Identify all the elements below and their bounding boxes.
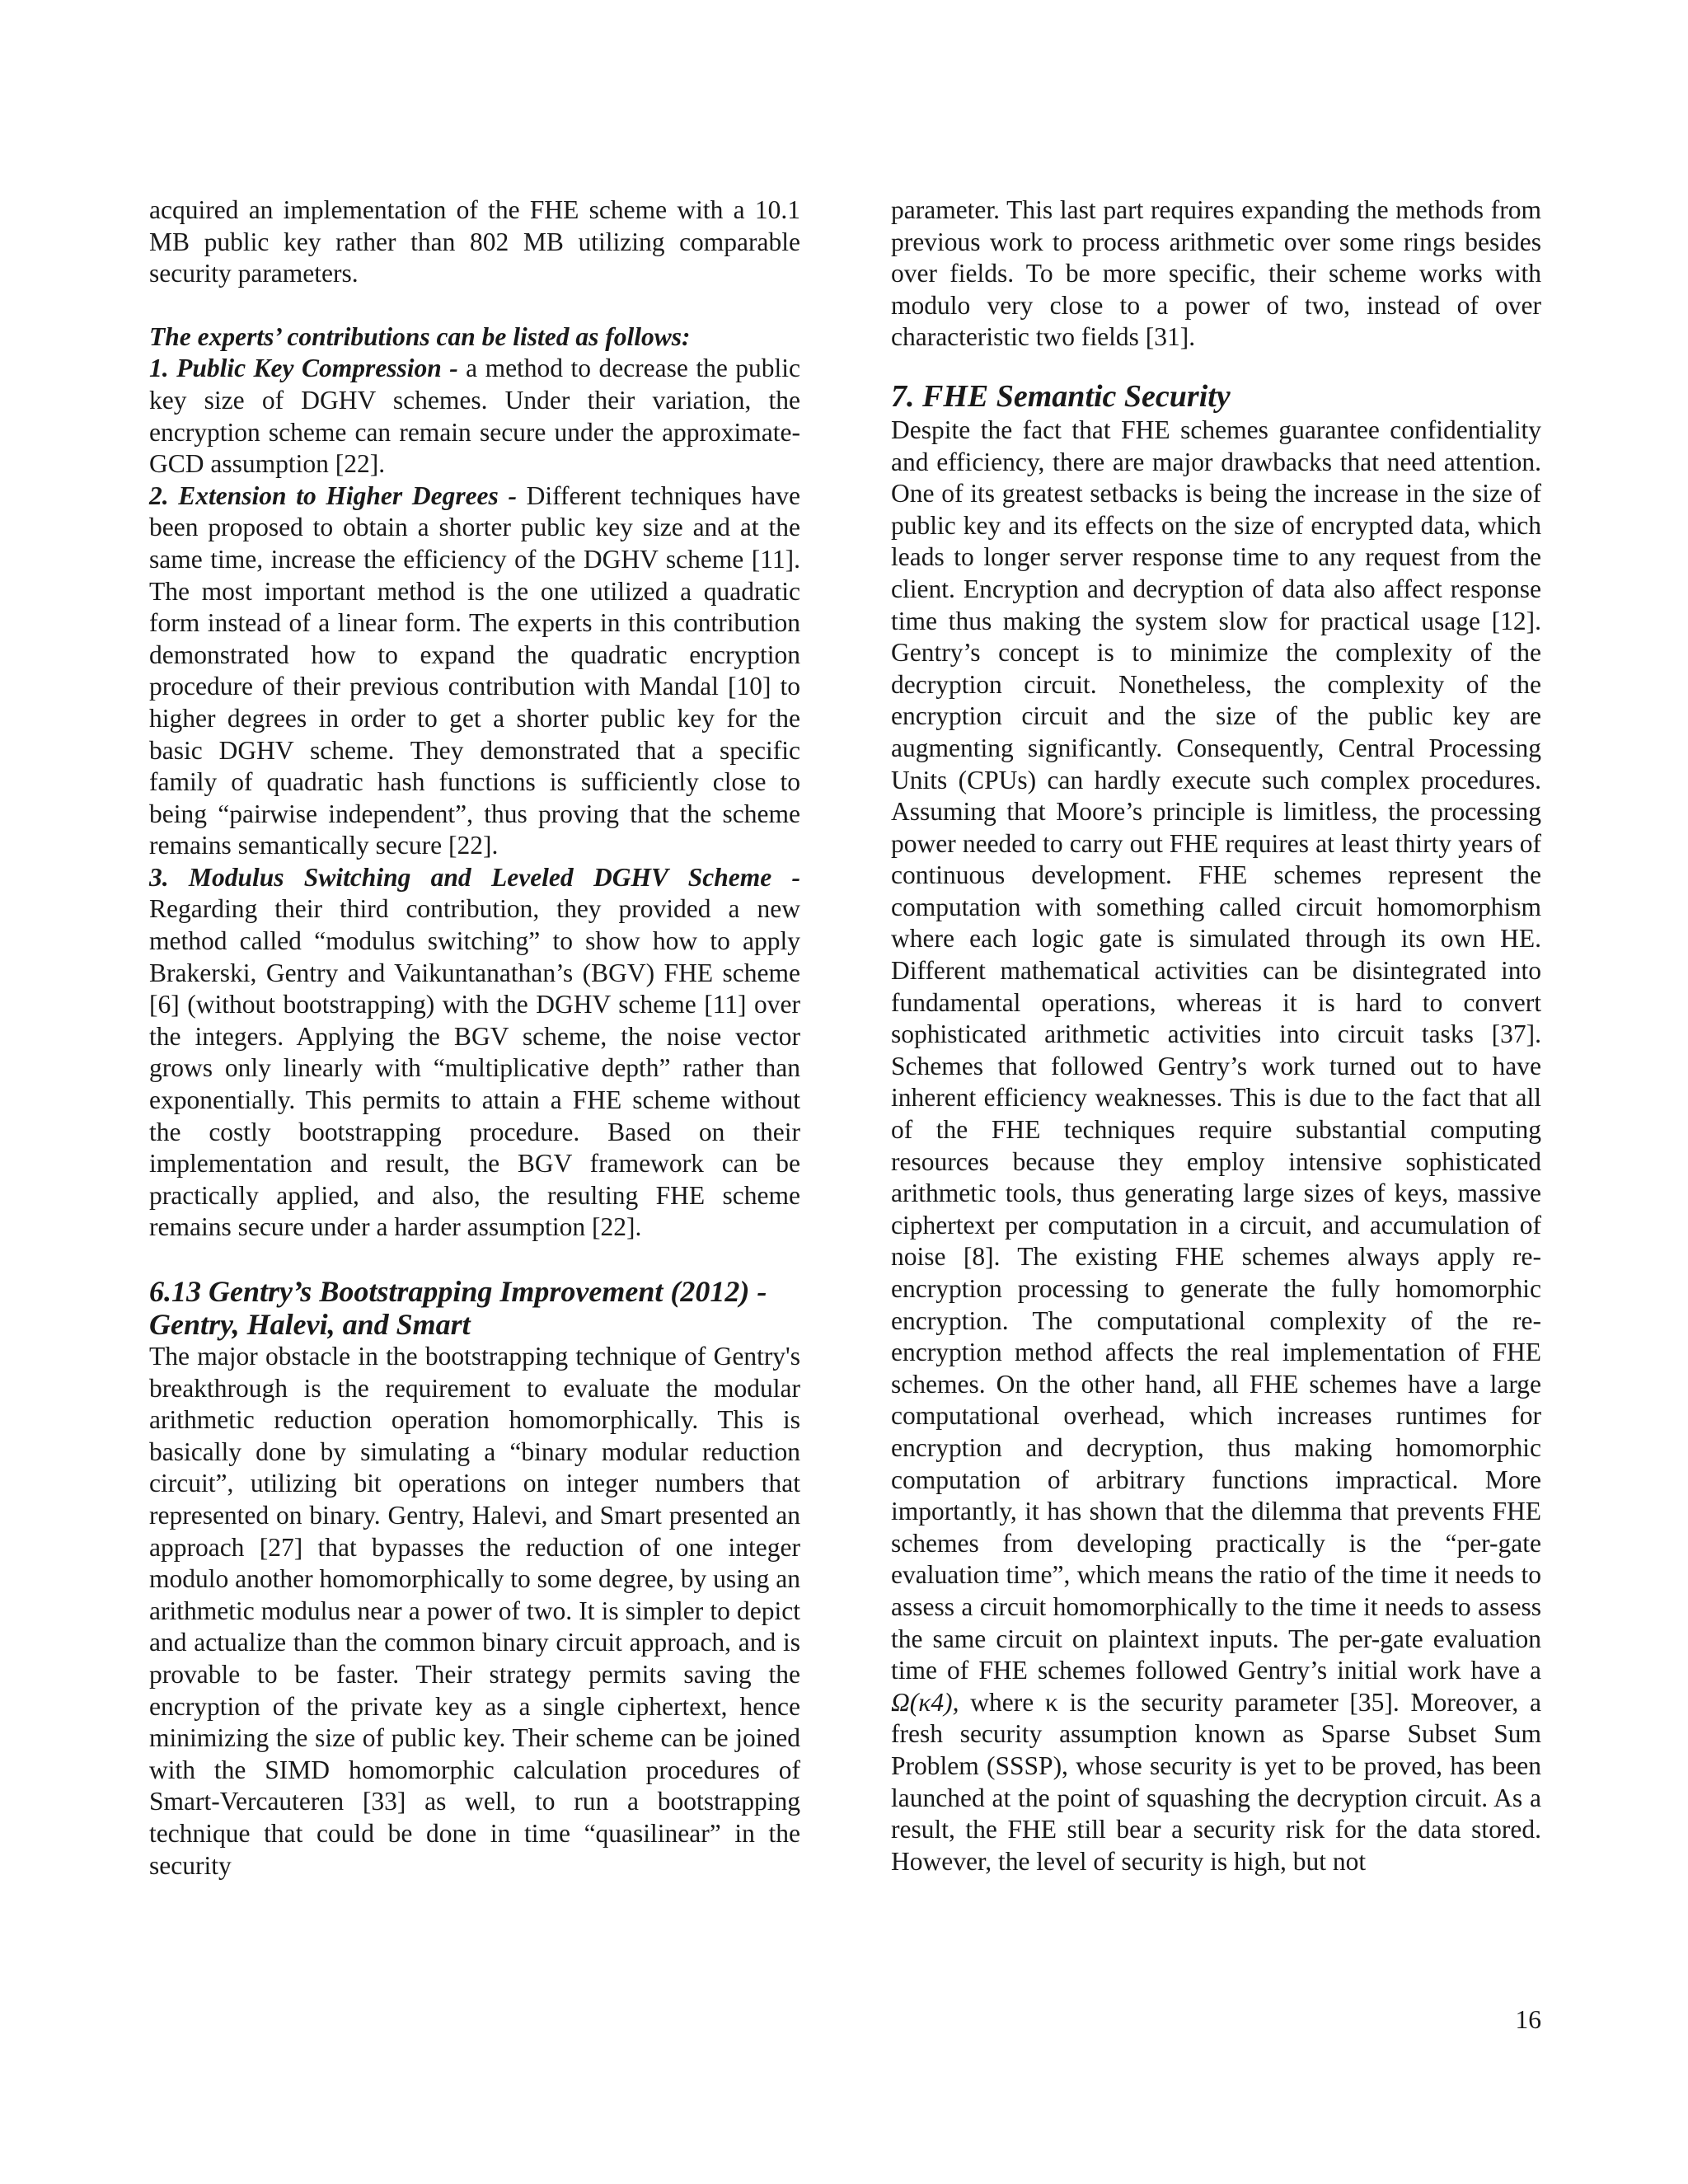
spacer	[891, 354, 1541, 378]
complexity-formula: Ω(κ4),	[891, 1687, 959, 1717]
page-number: 16	[1515, 2005, 1541, 2034]
contribution-item-2-lead: 2. Extension to Higher Degrees -	[149, 480, 517, 510]
section-7-body-part-b: where κ is the security parameter [35]. Moreover, a fresh security assumption known as Sparse Subset Sum Problem (SSSP), whose security is yet to be proved, has been launched at the point of squashing the decryption circuit. As a result, the FHE still bear a security risk for the data stored. However, the level of security is high, but not	[891, 1687, 1542, 1876]
section-6-13-heading: 6.13 Gentry’s Bootstrapping Improvement (2012) - Gentry, Halevi, and Smart	[149, 1275, 767, 1341]
intro-paragraph: acquired an implementation of the FHE scheme with a 10.1 MB public key rather than 802 MB utilizing comparable security parameters.	[149, 195, 800, 288]
left-column	[149, 194, 800, 1882]
contribution-item-1-lead: 1. Public Key Compression -	[149, 354, 458, 383]
spacer	[149, 1244, 800, 1275]
contributions-heading: The experts’ contributions can be listed as follows:	[149, 321, 691, 351]
contribution-item-2	[149, 480, 800, 862]
contribution-item-3-lead: 3. Modulus Switching and Leveled DGHV Scheme -	[149, 862, 800, 892]
contribution-item-2-body: Different techniques have been proposed to obtain a shorter public key size and at the same time, increase the efficiency of the DGHV scheme [11]. The most important method is the one utilized a quadratic form instead of a linear form. The experts in this contribution demonstrated how to expand the quadratic encryption procedure of their previous contribution with Mandal [10] to higher degrees in order to get a shorter public key for the basic DGHV scheme. They demonstrated that a specific family of quadratic hash functions is sufficiently close to being “pairwise independent”, thus proving that the scheme remains semantically secure [22].	[149, 480, 800, 860]
section-6-13-body: The major obstacle in the bootstrapping technique of Gentry's breakthrough is the requirement to evaluate the modular arithmetic reduction operation homomorphically. This is basically done by simulating a “binary modular reduction circuit”, utilizing bit operations on integer numbers that represented on binary. Gentry, Halevi, and Smart presented an approach [27] that bypasses the reduction of one integer modulo another homomorphically to some degree, by using an arithmetic modulus near a power of two. It is simpler to depict and actualize than the common binary circuit approach, and is provable to be faster. Their strategy permits saving the encryption of the private key as a single ciphertext, hence minimizing the size of public key. Their scheme can be joined with the SIMD homomorphic calculation procedures of Smart-Vercauteren [33] as well, to run a bootstrapping technique that could be done in time “quasilinear” in the security	[149, 1342, 800, 1880]
section-7-heading: 7. FHE Semantic Security	[891, 378, 1231, 414]
section-7-body-part-a: Despite the fact that FHE schemes guarantee confidentiality and efficiency, there are major drawbacks that need attention. One of its greatest setbacks is being the increase in the size of public key and its effects on the size of encrypted data, which leads to longer server response time to any request from the client. Encryption and decryption of data also affect response time thus making the system slow for practical usage [12]. Gentry’s concept is to minimize the complexity of the decryption circuit. Nonetheless, the complexity of the encryption circuit and the size of the public key are augmenting significantly. Consequently, Central Processing Units (CPUs) can hardly execute such complex procedures. Assuming that Moore’s principle is limitless, the processing power needed to carry out FHE requires at least thirty years of continuous development. FHE schemes represent the computation with something called circuit homomorphism where each logic gate is simulated through its own HE. Different mathematical activities can be disintegrated into fundamental operations, whereas it is hard to convert sophisticated arithmetic activities into circuit tasks [37]. Schemes that followed Gentry’s work turned out to have inherent efficiency weaknesses. This is due to the fact that all of the FHE techniques require substantial computing resources because they employ intensive sophisticated arithmetic tools, thus generating large sizes of keys, massive ciphertext per computation in a circuit, and accumulation of noise [8]. The existing FHE schemes always apply re-encryption processing to generate the fully homomorphic encryption. The computational complexity of the re-encryption method affects the real implementation of FHE schemes. On the other hand, all FHE schemes have a large computational overhead, which increases runtimes for encryption and decryption, thus making homomorphic computation of arbitrary functions impractical. More importantly, it has shown that the dilemma that prevents FHE schemes from developing practically is the “per-gate evaluation time”, which means the ratio of the time it needs to assess a circuit homomorphically to the time it needs to assess the same circuit on plaintext inputs. The per-gate evaluation time of FHE schemes followed Gentry’s initial work have a	[891, 415, 1541, 1685]
contribution-item-1-body: a method to decrease the public key size of DGHV schemes. Under their variation, the encryption scheme can remain secure under the approximate-GCD assumption [22].	[149, 354, 800, 479]
contribution-item-3-body: Regarding their third contribution, they provided a new method called “modulus switching” to show how to apply Brakerski, Gentry and Vaikuntanathan’s (BGV) FHE scheme [6] (without bootstrapping) with the DGHV scheme [11] over the integers. Applying the BGV scheme, the noise vector grows only linearly with “multiplicative depth” rather than exponentially. This permits to attain a FHE scheme without the costly bootstrapping procedure. Based on their implementation and result, the BGV framework can be practically applied, and also, the resulting FHE scheme remains secure under a harder assumption [22].	[149, 894, 800, 1242]
continuation-paragraph: parameter. This last part requires expanding the methods from previous work to process arithmetic over some rings besides over fields. To be more specific, their scheme works with modulo very close to a power of two, instead of over characteristic two fields [31].	[891, 195, 1541, 352]
right-column	[891, 194, 1541, 1877]
contribution-item-1	[149, 353, 800, 480]
section-7-body	[891, 415, 1541, 1877]
contribution-item-3	[149, 862, 800, 1244]
spacer	[149, 290, 800, 321]
